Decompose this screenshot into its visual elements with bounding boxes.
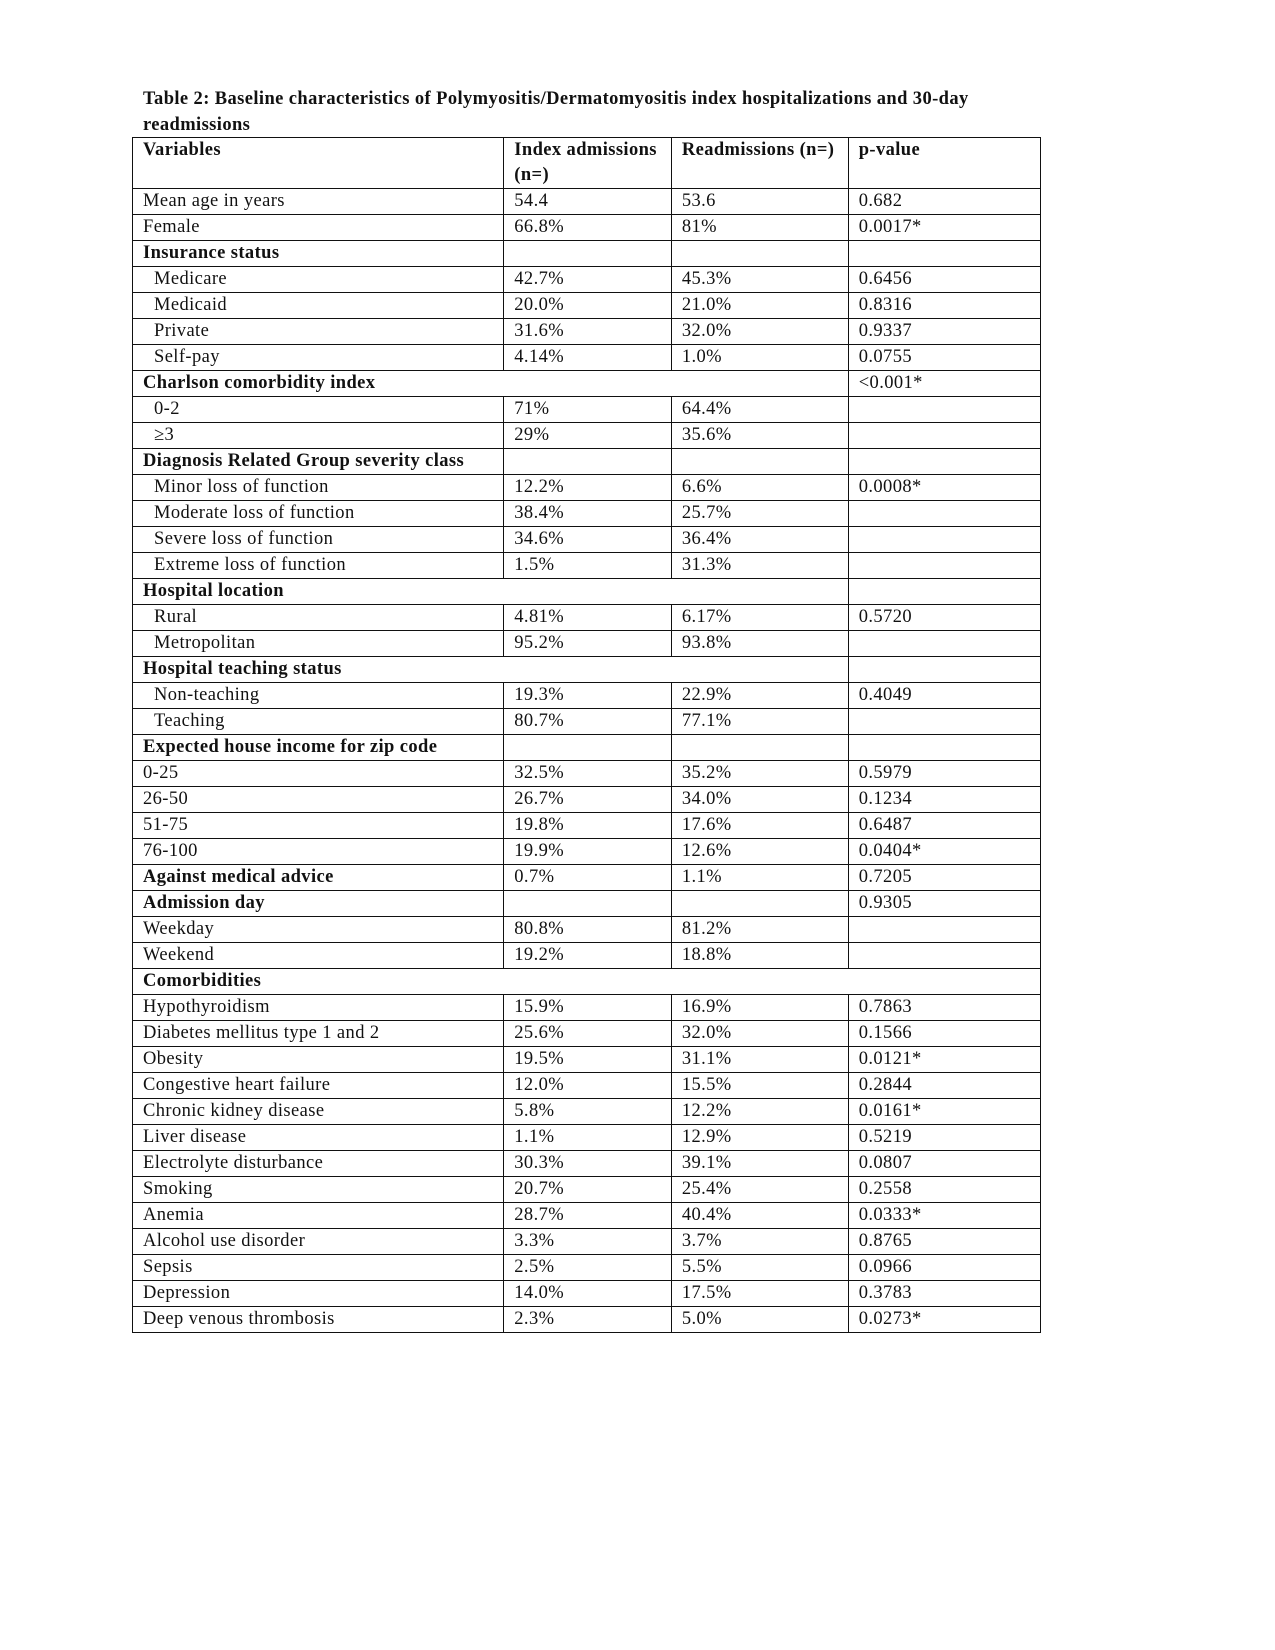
p-value-cell (848, 449, 1040, 475)
variable-cell: Self-pay (133, 345, 504, 371)
index-cell: 29% (504, 423, 672, 449)
p-value-cell: 0.682 (848, 189, 1040, 215)
table-row (133, 215, 1041, 241)
p-value-cell: 0.5720 (848, 605, 1040, 631)
table-row (133, 1047, 1041, 1073)
readmissions-cell: 12.9% (671, 1125, 848, 1151)
variable-cell: 26-50 (133, 787, 504, 813)
p-value-cell (848, 553, 1040, 579)
variable-cell: Depression (133, 1281, 504, 1307)
variable-cell: Alcohol use disorder (133, 1229, 504, 1255)
table-title: Table 2: Baseline characteristics of Polymyositis/Dermatomyositis index hospitalizations and 30-day readmissions (143, 89, 969, 135)
p-value-cell: 0.7863 (848, 995, 1040, 1021)
index-cell: 95.2% (504, 631, 672, 657)
readmissions-cell: 36.4% (671, 527, 848, 553)
variable-cell: Moderate loss of function (133, 501, 504, 527)
variable-cell: Hospital location (133, 579, 849, 605)
p-value-cell: 0.7205 (848, 865, 1040, 891)
index-cell: 3.3% (504, 1229, 672, 1255)
p-value-cell (848, 657, 1040, 683)
section-row (133, 735, 1041, 761)
p-value-cell: 0.0755 (848, 345, 1040, 371)
index-cell: 20.7% (504, 1177, 672, 1203)
readmissions-cell: 31.1% (671, 1047, 848, 1073)
table-row (133, 943, 1041, 969)
table-row (133, 1203, 1041, 1229)
variable-cell: Weekend (133, 943, 504, 969)
p-value-cell: 0.0333* (848, 1203, 1040, 1229)
table-row (133, 631, 1041, 657)
p-value-cell: 0.2558 (848, 1177, 1040, 1203)
p-value-cell: 0.8316 (848, 293, 1040, 319)
variable-cell: Metropolitan (133, 631, 504, 657)
table-row (133, 1021, 1041, 1047)
index-cell: 20.0% (504, 293, 672, 319)
readmissions-cell: 16.9% (671, 995, 848, 1021)
index-cell (504, 891, 672, 917)
readmissions-cell: 17.5% (671, 1281, 848, 1307)
variable-cell: Severe loss of function (133, 527, 504, 553)
table-row (133, 527, 1041, 553)
index-cell: 15.9% (504, 995, 672, 1021)
p-value-cell: 0.0404* (848, 839, 1040, 865)
p-value-cell (848, 241, 1040, 267)
p-value-cell: <0.001* (848, 371, 1040, 397)
table-row (133, 475, 1041, 501)
readmissions-cell: 5.0% (671, 1307, 848, 1333)
readmissions-cell: 45.3% (671, 267, 848, 293)
variable-cell: Medicare (133, 267, 504, 293)
index-cell: 12.2% (504, 475, 672, 501)
p-value-cell (848, 709, 1040, 735)
p-value-cell: 0.3783 (848, 1281, 1040, 1307)
table-row (133, 1151, 1041, 1177)
index-cell: 12.0% (504, 1073, 672, 1099)
readmissions-cell: 81.2% (671, 917, 848, 943)
table-row (133, 501, 1041, 527)
variable-cell: Sepsis (133, 1255, 504, 1281)
table-row (133, 683, 1041, 709)
table-row (133, 189, 1041, 215)
variable-cell: Insurance status (133, 241, 504, 267)
readmissions-cell: 81% (671, 215, 848, 241)
p-value-cell (848, 423, 1040, 449)
variable-cell: Extreme loss of function (133, 553, 504, 579)
variable-cell: Deep venous thrombosis (133, 1307, 504, 1333)
p-value-cell: 0.6487 (848, 813, 1040, 839)
readmissions-cell: 22.9% (671, 683, 848, 709)
index-cell: 19.3% (504, 683, 672, 709)
section-row (133, 969, 1041, 995)
section-row (133, 371, 1041, 397)
readmissions-cell: 32.0% (671, 319, 848, 345)
table-row (133, 345, 1041, 371)
section-row (133, 241, 1041, 267)
index-cell: 25.6% (504, 1021, 672, 1047)
variable-cell: 51-75 (133, 813, 504, 839)
p-value-cell (848, 735, 1040, 761)
index-cell: 19.8% (504, 813, 672, 839)
variable-cell: Female (133, 215, 504, 241)
index-cell: 30.3% (504, 1151, 672, 1177)
table-row (133, 1177, 1041, 1203)
header-variables: Variables (133, 138, 504, 189)
index-cell: 14.0% (504, 1281, 672, 1307)
variable-cell: Teaching (133, 709, 504, 735)
table-row (133, 1281, 1041, 1307)
readmissions-cell: 5.5% (671, 1255, 848, 1281)
index-cell: 28.7% (504, 1203, 672, 1229)
p-value-cell: 0.8765 (848, 1229, 1040, 1255)
variable-cell: Diagnosis Related Group severity class (133, 449, 504, 475)
index-cell: 34.6% (504, 527, 672, 553)
readmissions-cell: 93.8% (671, 631, 848, 657)
table-header-row (133, 138, 1041, 189)
variable-cell: Anemia (133, 1203, 504, 1229)
table-row (133, 397, 1041, 423)
index-cell: 1.1% (504, 1125, 672, 1151)
table-row (133, 553, 1041, 579)
table-row (133, 1073, 1041, 1099)
readmissions-cell: 25.7% (671, 501, 848, 527)
index-cell (504, 449, 672, 475)
section-row (133, 579, 1041, 605)
baseline-characteristics-table (132, 137, 1041, 1333)
readmissions-cell: 25.4% (671, 1177, 848, 1203)
variable-cell: Rural (133, 605, 504, 631)
readmissions-cell (671, 449, 848, 475)
section-row (133, 657, 1041, 683)
index-cell: 4.81% (504, 605, 672, 631)
readmissions-cell (671, 891, 848, 917)
index-cell: 42.7% (504, 267, 672, 293)
variable-cell: ≥3 (133, 423, 504, 449)
index-cell: 19.5% (504, 1047, 672, 1073)
p-value-cell: 0.0121* (848, 1047, 1040, 1073)
readmissions-cell: 12.2% (671, 1099, 848, 1125)
readmissions-cell: 6.17% (671, 605, 848, 631)
header-index-admissions: Index admissions (n=) (504, 138, 672, 189)
index-cell (504, 241, 672, 267)
readmissions-cell: 12.6% (671, 839, 848, 865)
p-value-cell (848, 397, 1040, 423)
p-value-cell: 0.0017* (848, 215, 1040, 241)
variable-cell: Medicaid (133, 293, 504, 319)
variable-cell: Electrolyte disturbance (133, 1151, 504, 1177)
index-cell: 19.2% (504, 943, 672, 969)
variable-cell: Smoking (133, 1177, 504, 1203)
readmissions-cell: 31.3% (671, 553, 848, 579)
index-cell: 80.7% (504, 709, 672, 735)
index-cell: 31.6% (504, 319, 672, 345)
table-row (133, 293, 1041, 319)
p-value-cell: 0.5979 (848, 761, 1040, 787)
section-row (133, 449, 1041, 475)
p-value-cell (848, 917, 1040, 943)
readmissions-cell: 32.0% (671, 1021, 848, 1047)
variable-cell: Against medical advice (133, 865, 504, 891)
table-row (133, 1307, 1041, 1333)
readmissions-cell: 18.8% (671, 943, 848, 969)
table-row (133, 917, 1041, 943)
section-row (133, 865, 1041, 891)
variable-cell: Hospital teaching status (133, 657, 849, 683)
table-row (133, 1125, 1041, 1151)
p-value-cell: 0.1566 (848, 1021, 1040, 1047)
readmissions-cell: 64.4% (671, 397, 848, 423)
variable-cell: Minor loss of function (133, 475, 504, 501)
p-value-cell: 0.0273* (848, 1307, 1040, 1333)
p-value-cell: 0.1234 (848, 787, 1040, 813)
variable-cell: Mean age in years (133, 189, 504, 215)
index-cell: 38.4% (504, 501, 672, 527)
variable-cell: Expected house income for zip code (133, 735, 504, 761)
readmissions-cell (671, 241, 848, 267)
variable-cell: Hypothyroidism (133, 995, 504, 1021)
p-value-cell: 0.9305 (848, 891, 1040, 917)
variable-cell: 0-2 (133, 397, 504, 423)
variable-cell: Diabetes mellitus type 1 and 2 (133, 1021, 504, 1047)
p-value-cell (848, 501, 1040, 527)
index-cell: 4.14% (504, 345, 672, 371)
p-value-cell: 0.9337 (848, 319, 1040, 345)
readmissions-cell: 34.0% (671, 787, 848, 813)
table-row (133, 319, 1041, 345)
section-row (133, 891, 1041, 917)
table-row (133, 1099, 1041, 1125)
p-value-cell: 0.0008* (848, 475, 1040, 501)
table-row (133, 423, 1041, 449)
variable-cell: Charlson comorbidity index (133, 371, 849, 397)
index-cell: 2.5% (504, 1255, 672, 1281)
readmissions-cell: 35.2% (671, 761, 848, 787)
index-cell: 66.8% (504, 215, 672, 241)
readmissions-cell: 53.6 (671, 189, 848, 215)
readmissions-cell: 17.6% (671, 813, 848, 839)
variable-cell: 76-100 (133, 839, 504, 865)
readmissions-cell: 15.5% (671, 1073, 848, 1099)
readmissions-cell: 1.1% (671, 865, 848, 891)
index-cell: 71% (504, 397, 672, 423)
index-cell: 32.5% (504, 761, 672, 787)
readmissions-cell: 21.0% (671, 293, 848, 319)
table-row (133, 995, 1041, 1021)
table-row (133, 267, 1041, 293)
readmissions-cell: 77.1% (671, 709, 848, 735)
p-value-cell (848, 631, 1040, 657)
table-row (133, 813, 1041, 839)
p-value-cell (848, 943, 1040, 969)
p-value-cell: 0.6456 (848, 267, 1040, 293)
table-row (133, 839, 1041, 865)
p-value-cell: 0.0807 (848, 1151, 1040, 1177)
p-value-cell (848, 579, 1040, 605)
variable-cell: Comorbidities (133, 969, 1041, 995)
index-cell: 2.3% (504, 1307, 672, 1333)
index-cell (504, 735, 672, 761)
p-value-cell: 0.5219 (848, 1125, 1040, 1151)
readmissions-cell: 6.6% (671, 475, 848, 501)
variable-cell: 0-25 (133, 761, 504, 787)
header-p-value: p-value (848, 138, 1040, 189)
p-value-cell: 0.2844 (848, 1073, 1040, 1099)
variable-cell: Admission day (133, 891, 504, 917)
p-value-cell: 0.0966 (848, 1255, 1040, 1281)
index-cell: 19.9% (504, 839, 672, 865)
readmissions-cell (671, 735, 848, 761)
variable-cell: Chronic kidney disease (133, 1099, 504, 1125)
index-cell: 1.5% (504, 553, 672, 579)
p-value-cell: 0.0161* (848, 1099, 1040, 1125)
index-cell: 26.7% (504, 787, 672, 813)
index-cell: 5.8% (504, 1099, 672, 1125)
readmissions-cell: 3.7% (671, 1229, 848, 1255)
variable-cell: Congestive heart failure (133, 1073, 504, 1099)
table-row (133, 709, 1041, 735)
header-readmissions: Readmissions (n=) (671, 138, 848, 189)
table-row (133, 761, 1041, 787)
table-row (133, 1229, 1041, 1255)
variable-cell: Non-teaching (133, 683, 504, 709)
variable-cell: Weekday (133, 917, 504, 943)
table-row (133, 1255, 1041, 1281)
table-row (133, 787, 1041, 813)
variable-cell: Obesity (133, 1047, 504, 1073)
readmissions-cell: 40.4% (671, 1203, 848, 1229)
index-cell: 80.8% (504, 917, 672, 943)
readmissions-cell: 39.1% (671, 1151, 848, 1177)
variable-cell: Liver disease (133, 1125, 504, 1151)
table-row (133, 605, 1041, 631)
index-cell: 54.4 (504, 189, 672, 215)
variable-cell: Private (133, 319, 504, 345)
index-cell: 0.7% (504, 865, 672, 891)
readmissions-cell: 1.0% (671, 345, 848, 371)
p-value-cell: 0.4049 (848, 683, 1040, 709)
readmissions-cell: 35.6% (671, 423, 848, 449)
p-value-cell (848, 527, 1040, 553)
